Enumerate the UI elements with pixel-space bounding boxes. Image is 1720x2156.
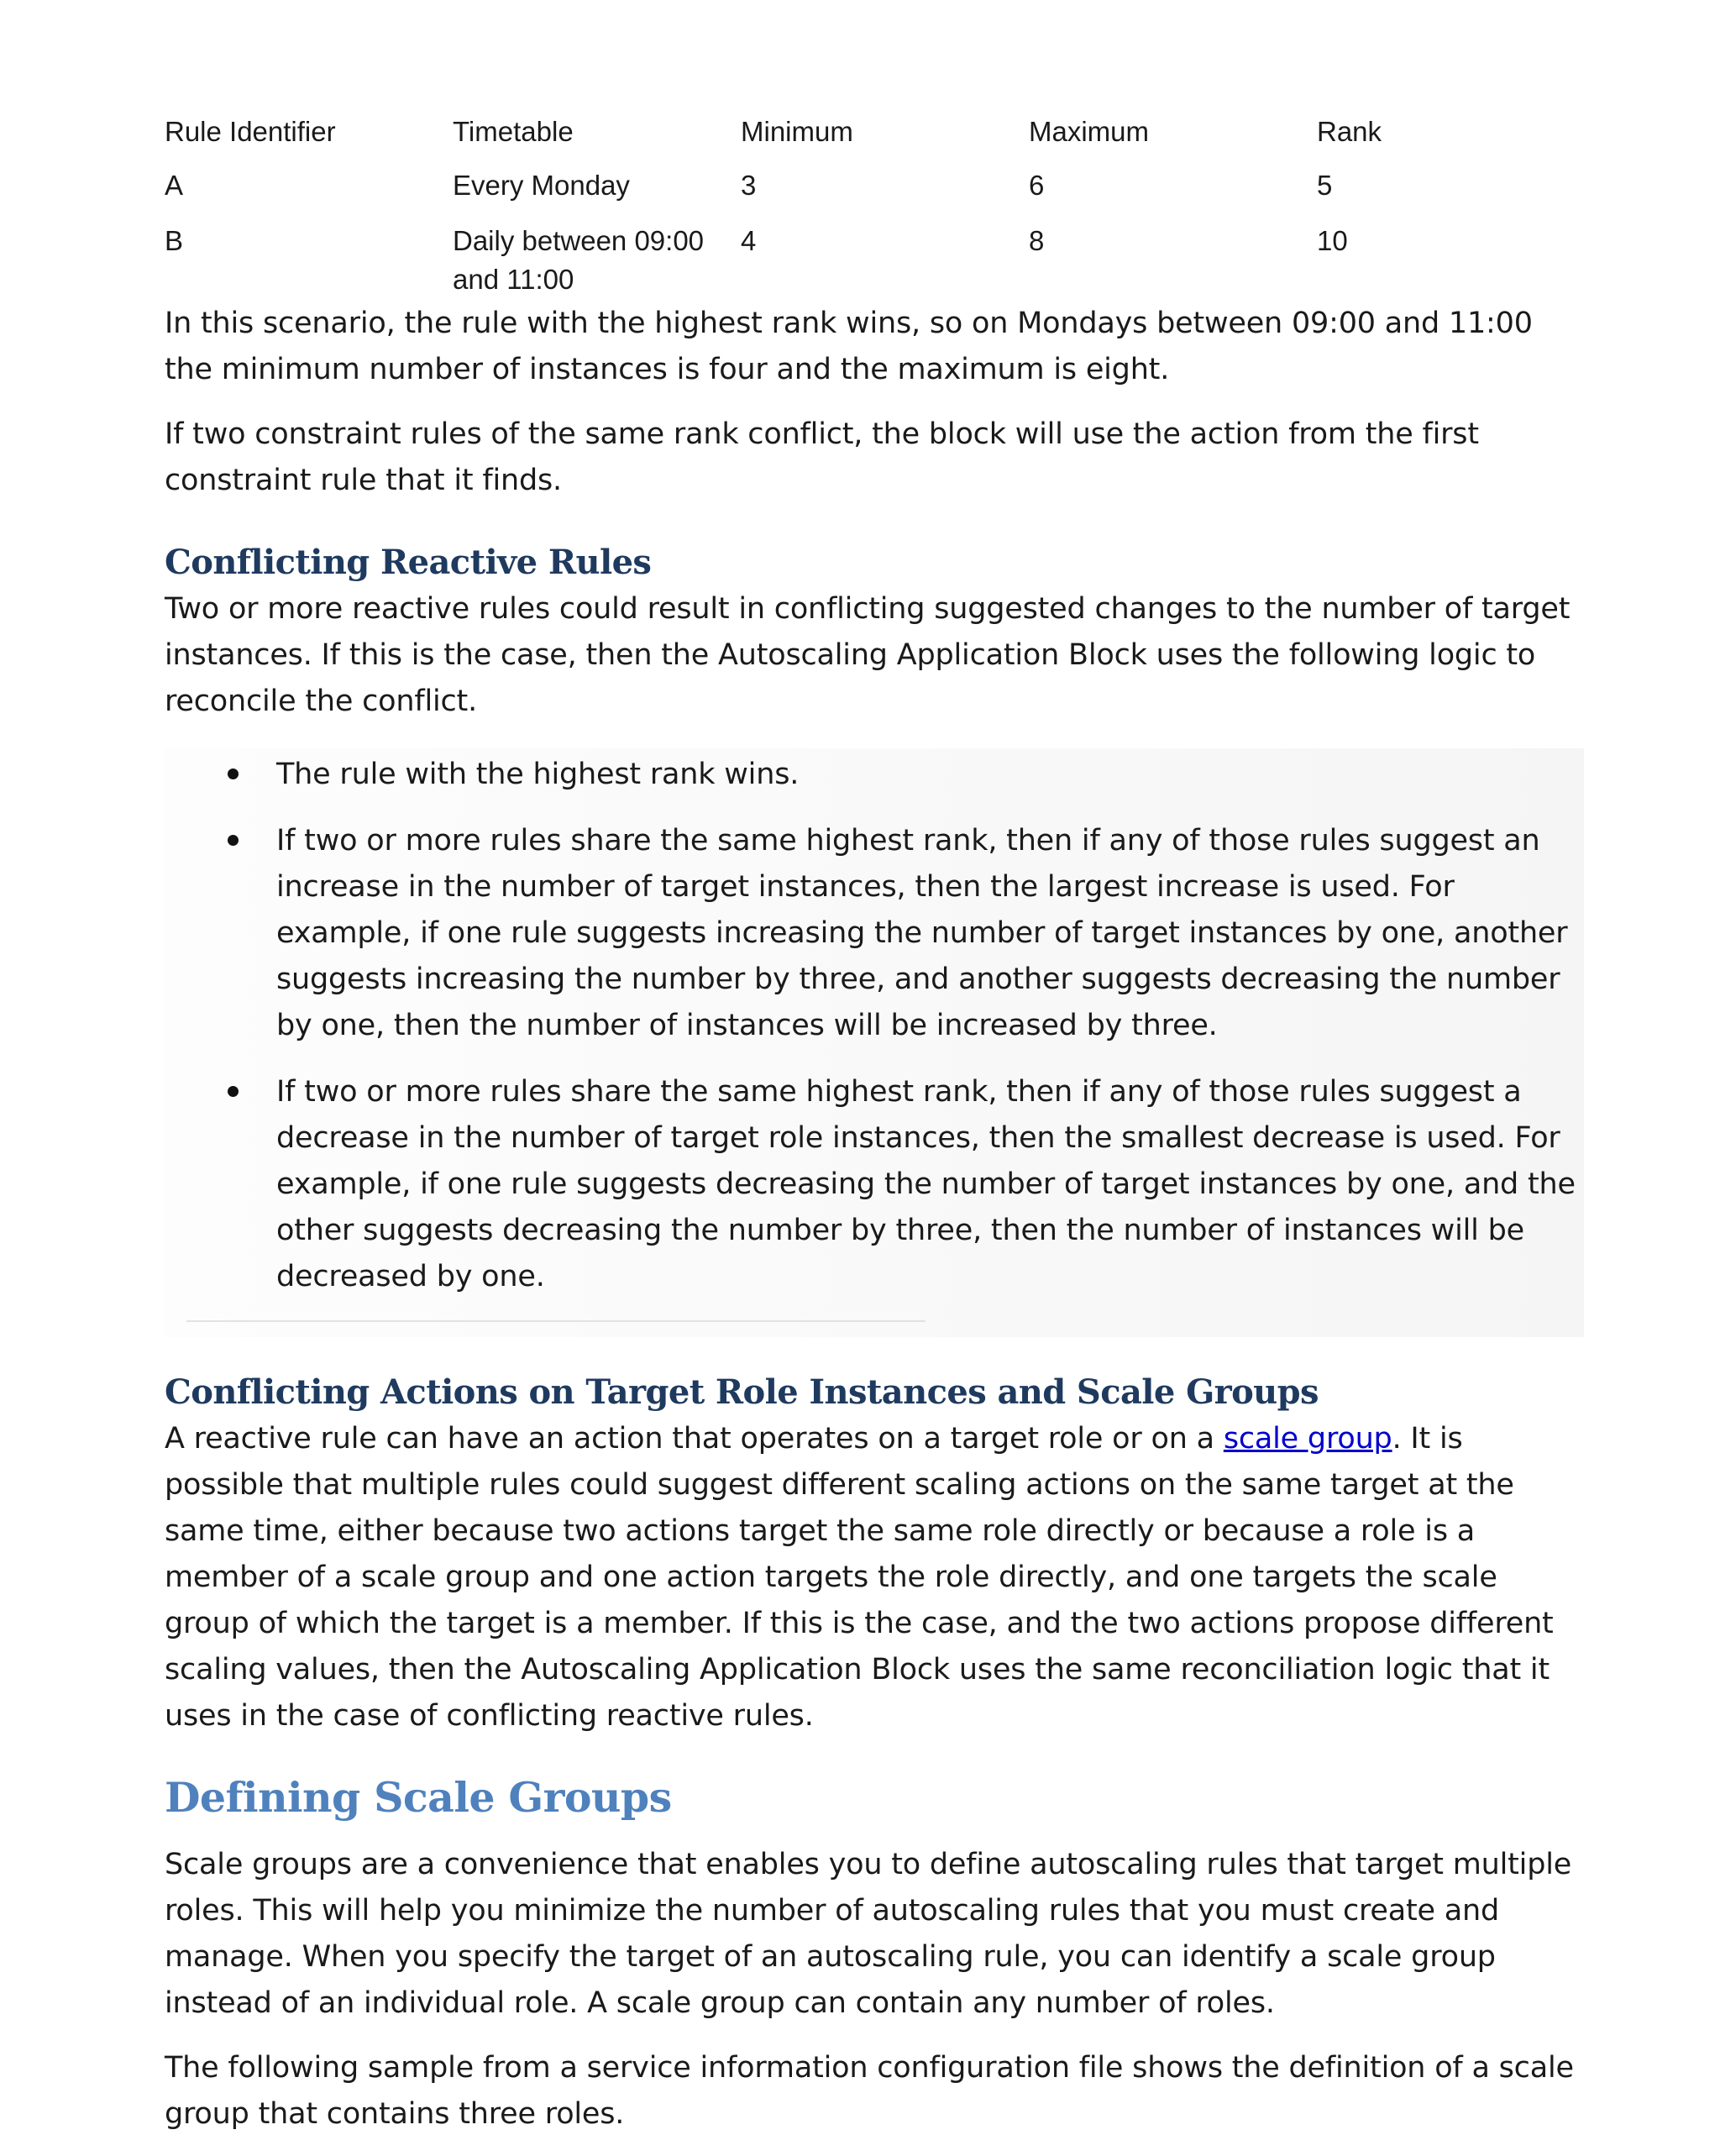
column-header-minimum: Minimum xyxy=(741,116,853,147)
bullet-icon xyxy=(228,1086,239,1097)
table-row xyxy=(165,163,1605,218)
column-header-rule-identifier: Rule Identifier xyxy=(165,116,336,147)
scale-groups-paragraph-1: Scale groups are a convenience that enables you to define autoscaling rules that target multiple roles. This will help you minimize the number of autoscaling rules that you must create and manage. When you specify the target of an autoscaling rule, you can identify a scale group instead of an individual role. A scale group can contain any number of roles. xyxy=(165,1848,1572,2020)
table-cell: 8 xyxy=(1029,225,1045,256)
heading-conflicting-reactive-rules: Conflicting Reactive Rules xyxy=(165,543,652,582)
table-cell: 4 xyxy=(741,225,757,256)
table-cell: Daily between 09:00 and 11:00 xyxy=(453,225,705,295)
actions-text-before-link: A reactive rule can have an action that operates on a target role or on a xyxy=(165,1422,1224,1456)
table-cell: A xyxy=(165,170,184,201)
heading-defining-scale-groups: Defining Scale Groups xyxy=(165,1773,672,1822)
bullet-icon xyxy=(228,769,239,779)
column-header-maximum: Maximum xyxy=(1029,116,1150,147)
rule-table xyxy=(165,109,1605,312)
table-cell: 10 xyxy=(1317,225,1348,256)
actions-paragraph xyxy=(165,1416,1576,1739)
intro-paragraph-1: In this scenario, the rule with the highest rank wins, so on Mondays between 09:00 and 11:00 the minimum number of instances is four and the maximum is eight. xyxy=(165,307,1533,386)
list-item xyxy=(165,752,1584,798)
reactive-paragraph: Two or more reactive rules could result in conflicting suggested changes to the number of target instances. If this is the case, then the Autoscaling Application Block uses the following logic to reconcile the conflict. xyxy=(165,592,1571,718)
heading-conflicting-actions: Conflicting Actions on Target Role Instances and Scale Groups xyxy=(165,1372,1319,1412)
bullet-icon xyxy=(228,835,239,846)
column-header-rank: Rank xyxy=(1317,116,1382,147)
list-item-text: If two or more rules share the same highest rank, then if any of those rules suggest a decrease in the number of target role instances, then the smallest decrease is used. For example, if one rule suggests decreasing the number of target instances by one, and the other suggests decreasing the number by three, then the number of instances will be decreased by one. xyxy=(276,1075,1576,1293)
list-item xyxy=(165,818,1584,1049)
document-page xyxy=(165,109,1576,2156)
reactive-rules-list-block xyxy=(165,748,1584,1337)
rule-table-header-row xyxy=(165,109,1605,163)
table-cell: 5 xyxy=(1317,170,1333,201)
column-header-timetable: Timetable xyxy=(453,116,574,147)
list-item xyxy=(165,1069,1584,1300)
list-item-text: The rule with the highest rank wins. xyxy=(276,758,800,791)
intro-paragraph-2: If two constraint rules of the same rank conflict, the block will use the action from the first constraint rule that it finds. xyxy=(165,417,1479,497)
table-cell: B xyxy=(165,225,184,256)
table-row xyxy=(165,218,1605,312)
scale-groups-paragraph-2: The following sample from a service information configuration file shows the definition of a scale group that contains three roles. xyxy=(165,2051,1574,2131)
table-cell: 6 xyxy=(1029,170,1045,201)
scale-group-link[interactable]: scale group xyxy=(1223,1422,1392,1456)
table-cell: 3 xyxy=(741,170,757,201)
list-item-text: If two or more rules share the same highest rank, then if any of those rules suggest an increase in the number of target instances, then the largest increase is used. For example, if one rule suggests increasing the number of target instances by one, another suggests increasing the number by three, and another suggests decreasing the number by one, then the number of instances will be increased by three. xyxy=(276,824,1568,1042)
divider xyxy=(186,1320,926,1322)
table-cell: Every Monday xyxy=(453,170,630,201)
reactive-rules-list xyxy=(165,752,1584,1300)
actions-text-after-link: . It is possible that multiple rules could suggest different scaling actions on the same target at the same time, either because two actions target the same role directly or because a role is a member of a scale group and one action targets the role directly, and one targets the scale group of which the target is a member. If this is the case, and the two actions propose different scaling values, then the Autoscaling Application Block uses the same reconciliation logic that it uses in the case of conflicting reactive rules. xyxy=(165,1422,1554,1733)
